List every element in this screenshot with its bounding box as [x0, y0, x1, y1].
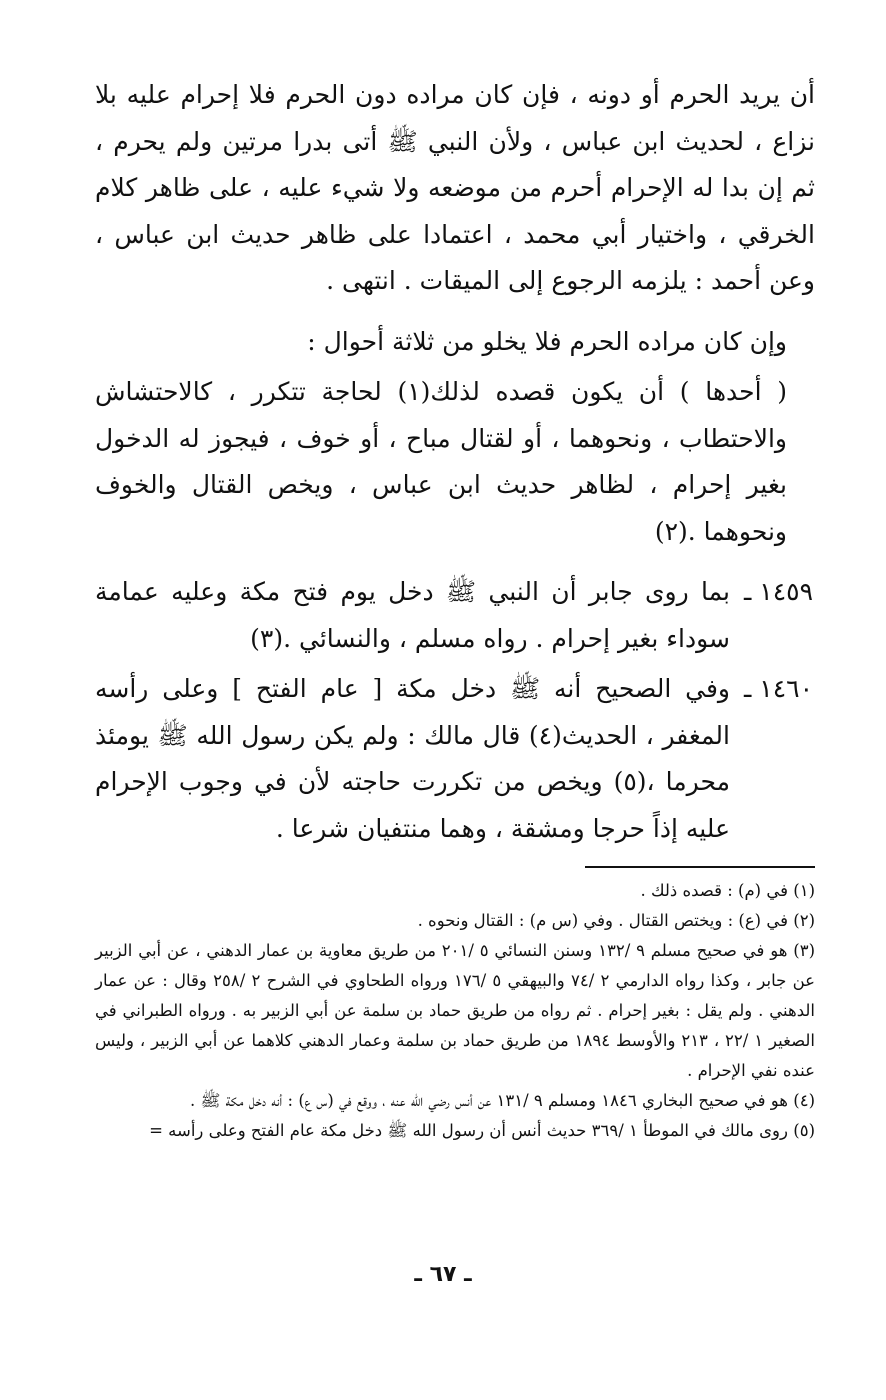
footnotes: [95, 876, 815, 1146]
item-number: ١٤٦٠ ـ: [744, 674, 813, 703]
paragraph-1: أن يريد الحرم أو دونه ، فإن كان مراده دون الحرم فلا إحرام عليه بلا نزاع ، لحديث ابن عباس ، ولأن النبي ﷺ أتى بدرا مرتين ولم يحرم ، ثم إن بدا له الإحرام أحرم من موضعه ولا شيء عليه ، على ظاهر كلام الخرقي ، واختيار أبي محمد ، اعتمادا على ظاهر حديث ابن عباس ، وعن أحمد : يلزمه الرجوع إلى الميقات . انتهى .: [95, 80, 815, 295]
paragraph-2: وإن كان مراده الحرم فلا يخلو من ثلاثة أحوال :: [307, 326, 787, 356]
numbered-item-1460: [95, 666, 815, 852]
item-text: وفي الصحيح أنه ﷺ دخل مكة [ عام الفتح ] وعلى رأسه المغفر ، الحديث(٤) قال مالك : ولم يكن رسول الله ﷺ يومئذ محرما ،(٥) ويخص من تكررت حاجته لأن في وجوب الإحرام عليه إذاً حرجا ومشقة ، وهما منتفيان شرعا .: [95, 674, 730, 843]
footnote-1: (١) في (م) : قصده ذلك .: [640, 881, 815, 900]
footnote-3: (٣) هو في صحيح مسلم ٩ /١٣٢ وسنن النسائي ٥ /٢٠١ من طريق معاوية بن عمار الدهني ، عن أبي الزبير عن جابر ، وكذا رواه الدارمي ٢ /٧٤ والبيهقي ٥ /١٧٦ ورواه الطحاوي في الشرح ٢ /٢٥٨ وقال : عن عمار الدهني . ولم يقل : بغير إحرام . ثم رواه من طريق حماد بن سلمة عن أبي الزبير به . ورواه الطبراني في الصغير ١ /٢٢ ، ٢١٣ والأوسط ١٨٩٤ من طريق حماد بن سلمة وعمار الدهني كلاهما عن أبي الزبير ، وليس عنده نفي الإحرام .: [95, 941, 815, 1080]
footnote-4: (٤) هو في صحيح البخاري ١٨٤٦ ومسلم ٩ /١٣١ عن أنس رضي الله عنه ، ووقع في (س ع) : أنه دخل مكة ﷺ .: [189, 1091, 815, 1110]
footnote-2: (٢) في (ع) : ويختص القتال . وفي (س م) : القتال ونحوه .: [417, 911, 815, 930]
page-content: [95, 72, 815, 1146]
item-text: بما روى جابر أن النبي ﷺ دخل يوم فتح مكة وعليه عمامة سوداء بغير إحرام . رواه مسلم ، والنسائي .(٣): [95, 577, 730, 653]
footnote-5: (٥) روى مالك في الموطأ ١ /٣٦٩ حديث أنس أن رسول الله ﷺ دخل مكة عام الفتح وعلى رأسه =: [149, 1121, 815, 1140]
paragraph-3: ( أحدها ) أن يكون قصده لذلك(١) لحاجة تتكرر ، كالاحتشاش والاحتطاب ، ونحوهما ، أو لقتال مباح ، أو خوف ، فيجوز له الدخول بغير إحرام ، لظاهر حديث ابن عباس ، ويخص القتال والخوف ونحوهما .(٢): [95, 377, 787, 546]
page-number: ـ ٦٧ ـ: [414, 1262, 472, 1287]
footnote-separator: [585, 866, 815, 868]
item-number: ١٤٥٩ ـ: [744, 577, 813, 606]
numbered-item-1459: [95, 569, 815, 662]
